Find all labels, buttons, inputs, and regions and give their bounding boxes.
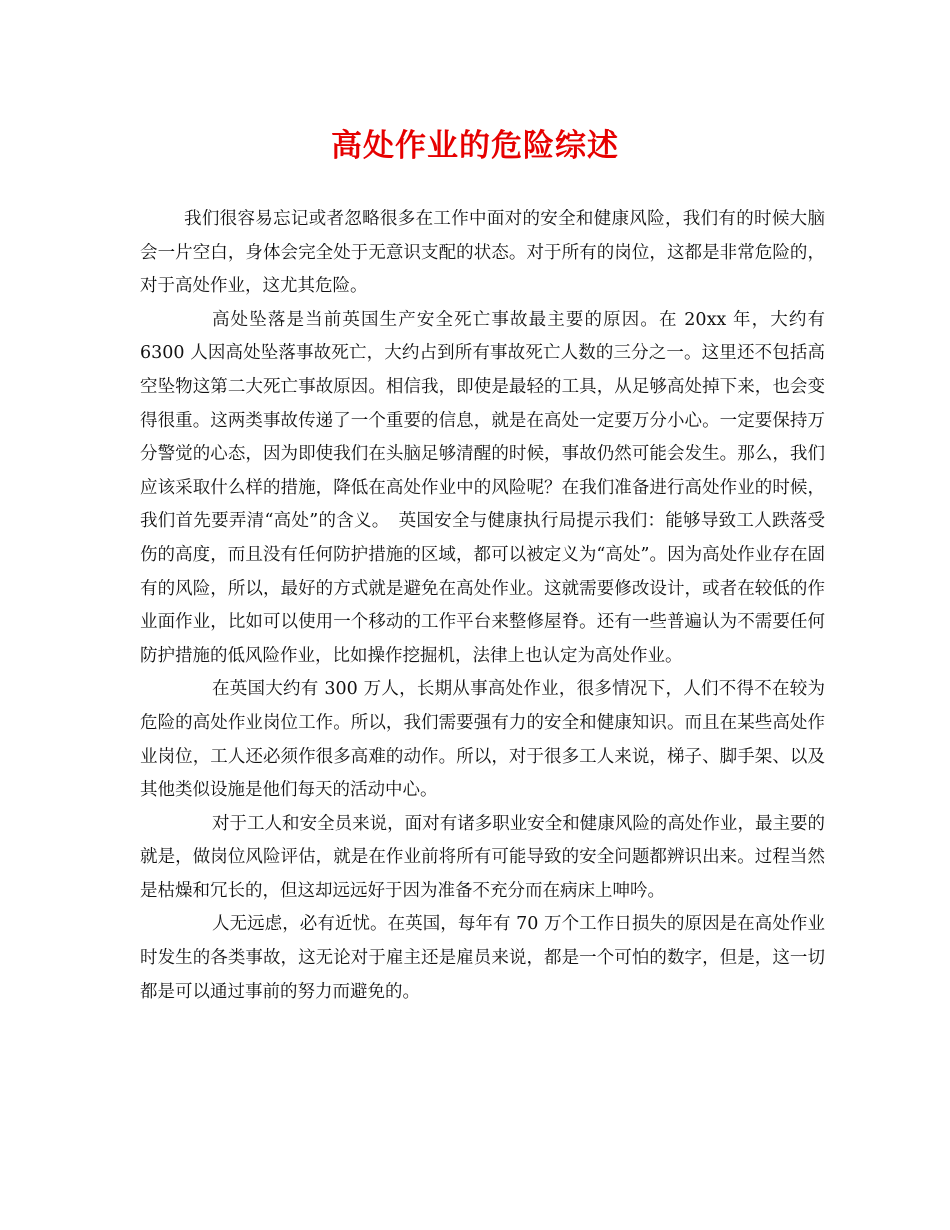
paragraph-conclusion: 人无远虑，必有近忧。在英国，每年有 70 万个工作日损失的原因是在高处作业时发生的各类事故，这无论对于雇主还是雇员来说，都是一个可怕的数字，但是，这一切都是可以通过事前的努力而避免的。 [140,914,825,1002]
document-body [140,203,825,1009]
paragraph-falls: 高处坠落是当前英国生产安全死亡事故最主要的原因。在 20xx 年，大约有 6300 人因高处坠落事故死亡，大约占到所有事故死亡人数的三分之一。这里还不包括高空坠物这第二大死亡事故原因。相信我，即使是最轻的工具，从足够高处掉下来，也会变得很重。这两类事故传递了一个重要的信息，就是在高处一定要万分小心。一定要保持万分警觉的心态，因为即使我们在头脑足够清醒的时候，事故仍然可能会发生。那么，我们应该采取什么样的措施，降低在高处作业中的风险呢？在我们准备进行高处作业的时候，我们首先要弄清“高处”的含义。 英国安全与健康执行局提示我们：能够导致工人跌落受伤的高度，而且没有任何防护措施的区域，都可以被定义为“高处”。因为高处作业存在固有的风险，所以，最好的方式就是避免在高处作业。这就需要修改设计，或者在较低的作业面作业，比如可以使用一个移动的工作平台来整修屋脊。还有一些普遍认为不需要任何防护措施的低风险作业，比如操作挖掘机，法律上也认定为高处作业。 [140,309,825,666]
paragraph-workers: 在英国大约有 300 万人，长期从事高处作业，很多情况下，人们不得不在较为危险的高处作业岗位工作。所以，我们需要强有力的安全和健康知识。而且在某些高处作业岗位，工人还必须作很多高难的动作。所以，对于很多工人来说，梯子、脚手架、以及其他类似设施是他们每天的活动中心。 [140,679,825,801]
paragraph-risk-assessment: 对于工人和安全员来说，面对有诸多职业安全和健康风险的高处作业，最主要的就是，做岗位风险评估，就是在作业前将所有可能导致的安全问题都辨识出来。过程当然是枯燥和冗长的，但这却远远好于因为准备不充分而在病床上呻吟。 [140,813,825,901]
document-title: 高处作业的危险综述 [331,128,619,164]
paragraph-intro: 我们很容易忘记或者忽略很多在工作中面对的安全和健康风险，我们有的时候大脑会一片空白，身体会完全处于无意识支配的状态。对于所有的岗位，这都是非常危险的，对于高处作业，这尤其危险。 [140,209,825,297]
